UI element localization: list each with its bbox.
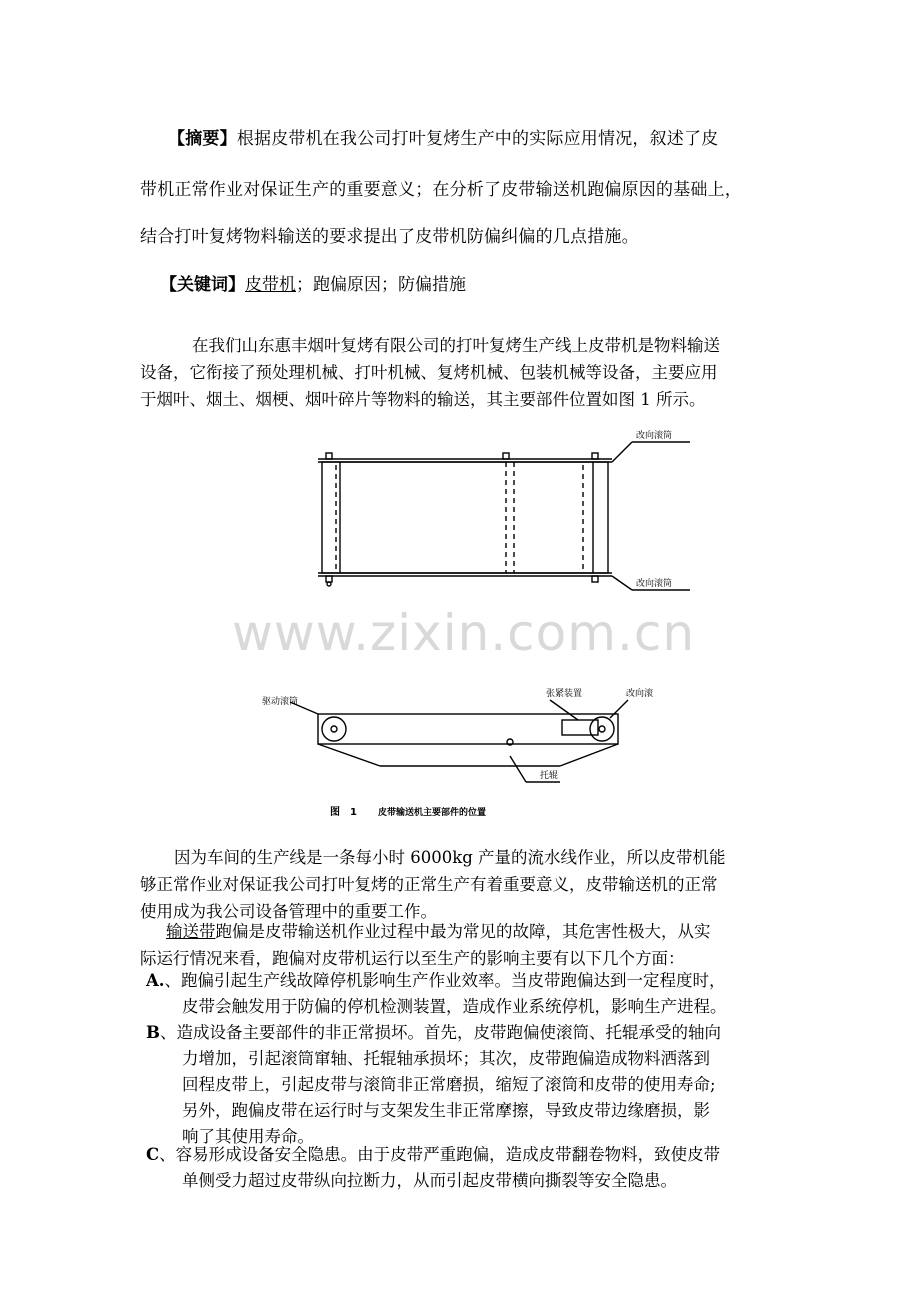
figure-caption-text: 皮带输送机主要部件的位置 — [378, 808, 487, 818]
list-label-c: C — [146, 1145, 160, 1164]
abstract-label: 【摘要】 — [168, 129, 237, 149]
label-drive-pulley: 驱动滚筒 — [262, 697, 299, 707]
label-redirect-roller-side: 改向滚 — [626, 689, 654, 699]
intro-paragraph: 在我们山东惠丰烟叶复烤有限公司的打叶复烤生产线上皮带机是物料输送 设备，它衔接了预处理机械、打叶机械、复烤机械、包装机械等设备，主要应用 于烟叶、烟土、烟梗、烟叶碎片等物料的输送，其主要部件位置如图 1 所示。 — [140, 336, 720, 409]
abstract-line-1: 【摘要】根据皮带机在我公司打叶复烤生产中的实际应用情况，叙述了皮 — [168, 129, 719, 149]
belt-conveyor-top-view-diagram — [300, 420, 700, 600]
figure-caption-number: 图 1 — [330, 807, 357, 818]
list-item-c: C、容易形成设备安全隐患。由于皮带严重跑偏，造成皮带翻卷物料，致使皮带 单侧受力超过皮带纵向拉断力，从而引起皮带横向撕裂等安全隐患。 — [146, 1145, 721, 1190]
paragraph-2: 因为车间的生产线是一条每小时 6000kg 产量的流水线作业，所以皮带机能 够正常作业对保证我公司打叶复烤的正常生产有着重要意义，皮带输送机的正常 使用成为我公司设备管理中的重要工作。 — [140, 848, 726, 921]
paragraph-3: 输送带跑偏是皮带输送机作业过程中最为常见的故障，其危害性极大，从实 际运行情况来看，跑偏对皮带机运行以至生产的影响主要有以下几个方面： — [140, 922, 711, 968]
figure-side-view — [260, 684, 700, 824]
underlined-term: 输送带 — [166, 922, 216, 941]
abstract-line-2: 带机正常作业对保证生产的重要意义；在分析了皮带输送机跑偏原因的基础上， — [140, 180, 742, 200]
list-item-a: A.、跑偏引起生产线故障停机影响生产作业效率。当皮带跑偏达到一定程度时， 皮带会触发用于防偏的停机检测装置，造成作业系统停机，影响生产进程。 — [146, 971, 727, 1016]
label-tensioner: 张紧装置 — [546, 689, 583, 699]
watermark: www.zixin.com.cn — [232, 604, 696, 662]
label-redirect-roller-bottom: 改向滚筒 — [636, 579, 673, 589]
belt-conveyor-side-view-diagram — [260, 684, 700, 824]
abstract-line-3: 结合打叶复烤物料输送的要求提出了皮带机防偏纠偏的几点措施。 — [140, 227, 639, 247]
list-label-b: B — [146, 1023, 160, 1042]
list-label-a: A. — [146, 971, 165, 990]
list-item-b: B、造成设备主要部件的非正常损坏。首先，皮带跑偏使滚筒、托辊承受的轴向 力增加，引起滚筒窜轴、托辊轴承损坏；其次，皮带跑偏造成物料洒落到 回程皮带上，引起皮带与滚筒非正常磨损，缩短了滚筒和皮带的使用寿命; 另外，跑偏皮带在运行时与支架发生非正常摩擦，导致皮带边缘磨损，影 响了其使用寿命。 — [146, 1023, 721, 1146]
keywords-label: 【关键词】 — [160, 275, 245, 295]
label-idler: 托辊 — [540, 771, 559, 781]
keyword-belt-conveyor: 皮带机 — [245, 275, 296, 295]
label-redirect-roller-top: 改向滚筒 — [636, 431, 673, 441]
figure-top-view — [300, 420, 700, 600]
keywords: 【关键词】皮带机；跑偏原因；防偏措施 — [160, 275, 466, 295]
